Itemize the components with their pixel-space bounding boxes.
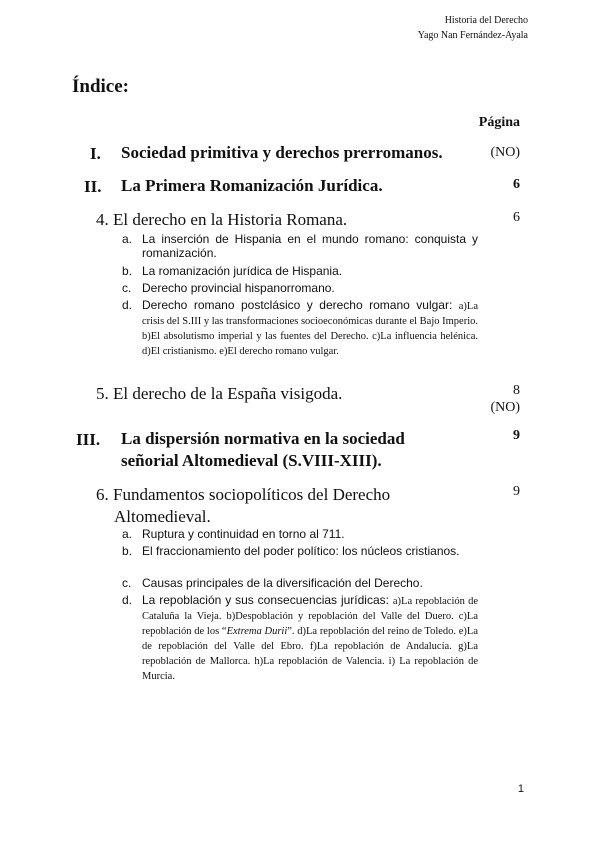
section-3-page: 9: [513, 428, 520, 443]
section-2-number: II.: [84, 177, 102, 196]
chapter-6-title-line1: 6. Fundamentos sociopolíticos del Derecho: [96, 485, 391, 504]
section-3-title-line1: La dispersión normativa en la sociedad: [121, 429, 405, 448]
list-item: [122, 298, 478, 358]
list-item: [122, 527, 478, 541]
item-text: La romanización jurídica de Hispania.: [142, 264, 343, 278]
list-item: [122, 281, 478, 295]
chapter-5-page: 8: [513, 383, 520, 398]
list-item: [122, 232, 478, 260]
item-text: El fraccionamiento del poder político: los núcleos cristianos.: [142, 544, 460, 558]
item-text: La repoblación y sus consecuencias jurídicas:: [142, 593, 389, 607]
list-item: [122, 544, 478, 558]
item-letter: a.: [122, 232, 133, 246]
index-title: Índice:: [72, 76, 129, 97]
section-3-title-line2: señorial Altomedieval (S.VIII-XIII).: [121, 451, 382, 470]
chapter-6-title-line2: Altomedieval.: [114, 507, 211, 526]
chapter-4-page: 6: [513, 210, 520, 225]
item-text: Causas principales de la diversificación del Derecho.: [142, 576, 423, 590]
item-text: Ruptura y continuidad en torno al 711.: [142, 527, 345, 541]
item-detail: a)La crisis del S.III y las transformaciones socioeconómicas durante el Bajo Imperio. b)El absolutismo imperial y las fuentes del Derecho. c)La influencia helénica. d)El cristianismo. e)El derecho romano vulgar.: [142, 301, 478, 357]
item-letter: b.: [122, 264, 133, 278]
chapter-5-page-note: (NO): [490, 400, 520, 415]
item-letter: d.: [122, 298, 133, 312]
page-column-label: Página: [478, 115, 520, 130]
item-text: Derecho romano postclásico y derecho romano vulgar:: [142, 298, 453, 312]
item-letter: c.: [122, 576, 132, 590]
list-item: [122, 576, 478, 590]
section-2-title: La Primera Romanización Jurídica.: [121, 176, 383, 195]
header-course: Historia del Derecho: [444, 15, 528, 26]
item-letter: b.: [122, 544, 133, 558]
section-1-title: Sociedad primitiva y derechos prerromanos.: [121, 143, 443, 162]
list-item: [122, 593, 479, 683]
item-letter: d.: [122, 593, 133, 607]
item-detail-part2: ”. d)La repoblación del reino de Toledo. e)La de repoblación del Valle del Ebro. f)La repoblación de Andalucía. g)La repoblación de Mallorca. h)La repoblación de Valencia. i) La repoblación de Murcia.: [142, 626, 479, 682]
item-detail-part1: a)La repoblación de Cataluña la Vieja. b)Despoblación y repoblación del Valle del Duero. c)La repoblación de los “: [142, 596, 478, 637]
item-letter: c.: [122, 281, 132, 295]
section-1-number: I.: [90, 144, 101, 163]
list-item: [122, 264, 478, 278]
item-detail-emphasis: Extrema Durii: [226, 626, 288, 637]
item-text: Derecho provincial hispanorromano.: [142, 281, 335, 295]
chapter-4-title: 4. El derecho en la Historia Romana.: [96, 210, 348, 229]
chapter-6-page: 9: [513, 484, 520, 499]
chapter-5-title: 5. El derecho de la España visigoda.: [96, 384, 343, 403]
section-1-page: (NO): [490, 145, 520, 160]
item-letter: a.: [122, 527, 133, 541]
header-author: Yago Nan Fernández-Ayala: [417, 30, 528, 41]
section-3-number: III.: [76, 430, 101, 449]
item-text: La inserción de Hispania en el mundo romano: conquista y romanización.: [142, 232, 478, 260]
section-2-page: 6: [513, 177, 520, 192]
page-number: 1: [517, 783, 524, 795]
